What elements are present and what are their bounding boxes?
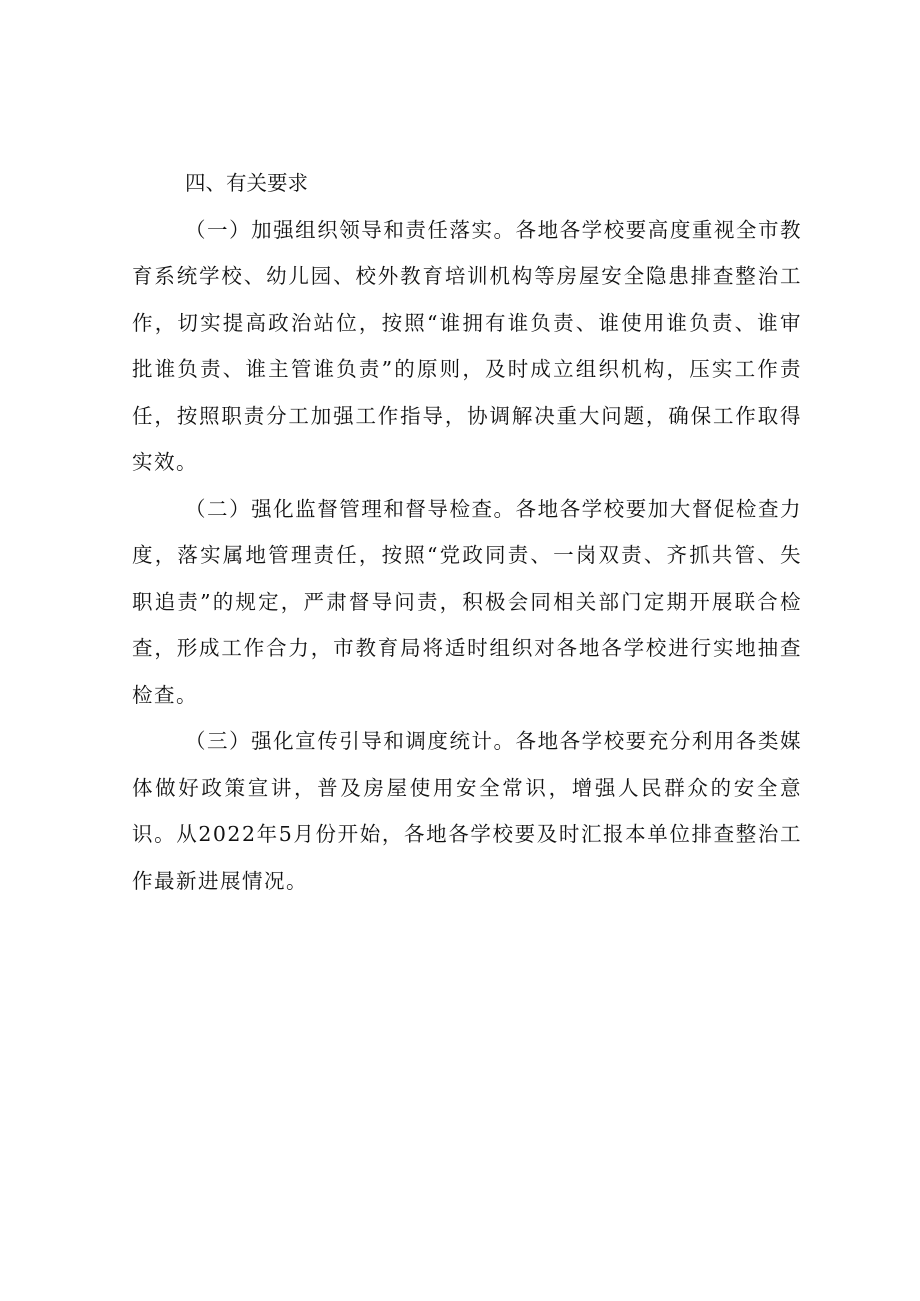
paragraph-organization-leadership: （一）加强组织领导和责任落实。各地各学校要高度重视全市教育系统学校、幼儿园、校外教育培训机构等房屋安全隐患排查整治工作，切实提高政治站位，按照“谁拥有谁负责、谁使用谁负责、谁审批谁负责、谁主管谁负责”的原则，及时成立组织机构，压实工作责任，按照职责分工加强工作指导，协调解决重大问题，确保工作取得实效。 [132,217,802,474]
paragraph-publicity-statistics: （三）强化宣传引导和调度统计。各地各学校要充分利用各类媒体做好政策宣讲，普及房屋使用安全常识，增强人民群众的安全意识。从2022年5月份开始，各地各学校要及时汇报本单位排查整治工作最新进展情况。 [132,729,802,893]
paragraph-supervision-inspection: （二）强化监督管理和督导检查。各地各学校要加大督促检查力度，落实属地管理责任，按照“党政同责、一岗双责、齐抓共管、失职追责”的规定，严肃督导问责，积极会同相关部门定期开展联合检查，形成工作合力，市教育局将适时组织对各地各学校进行实地抽查检查。 [132,496,802,707]
document-body [132,160,802,904]
section-heading: 四、有关要求 [185,171,308,195]
